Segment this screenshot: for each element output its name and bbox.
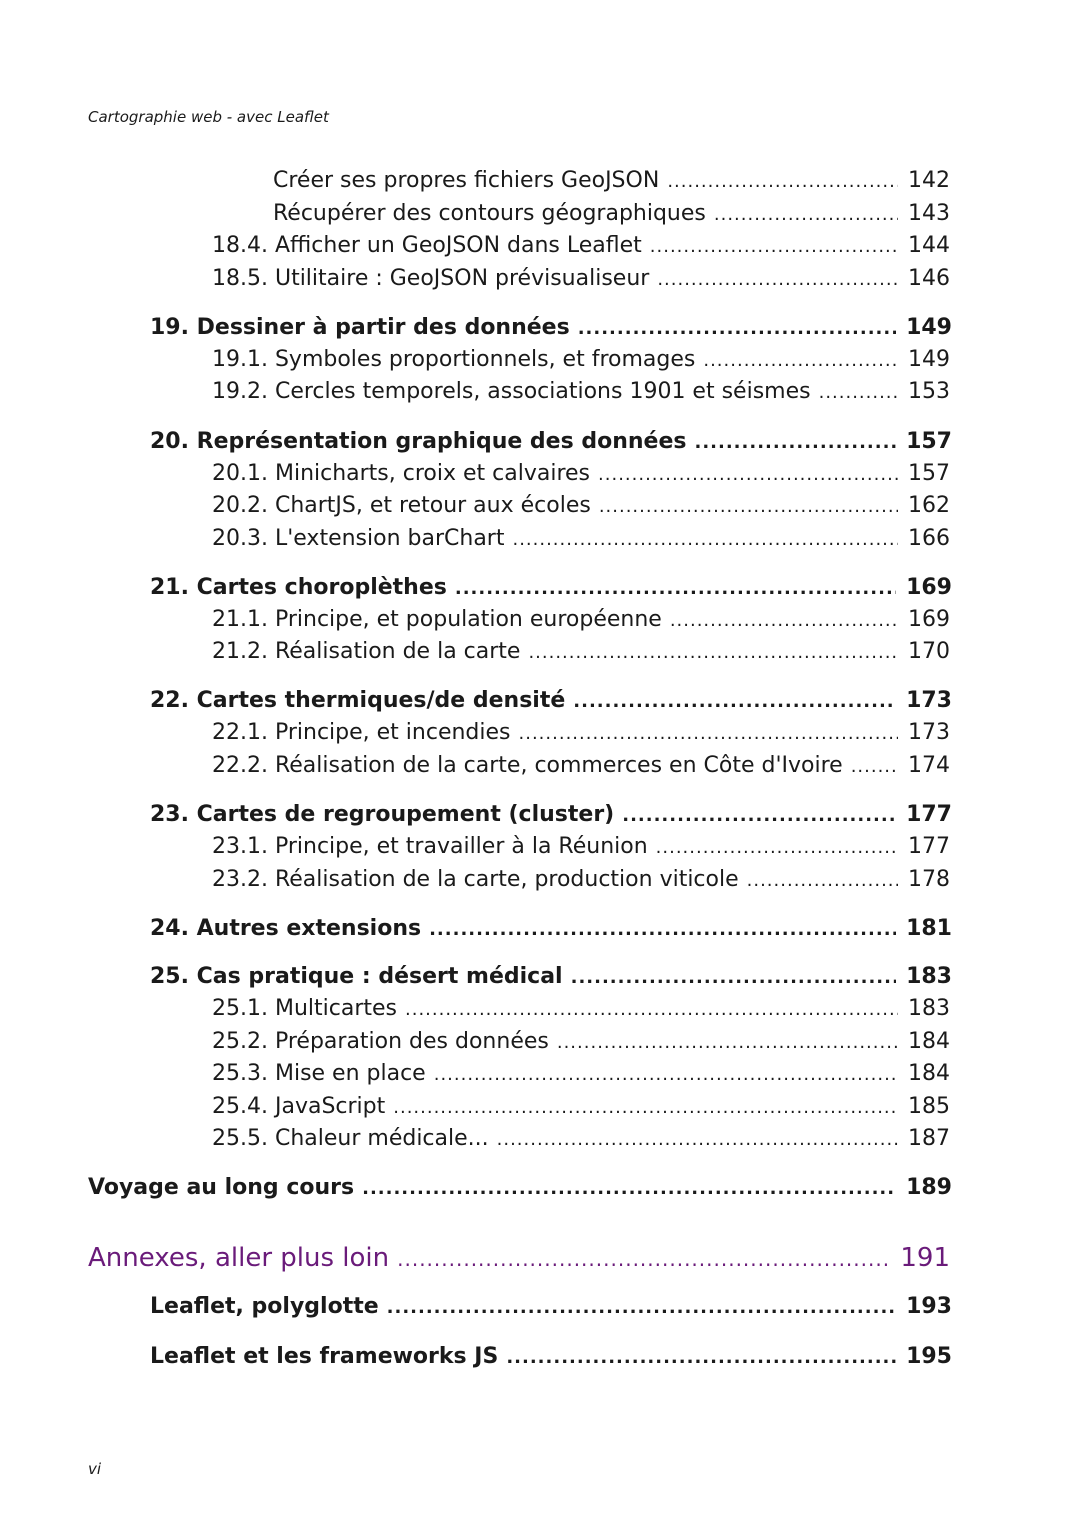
toc-entry-title: 19. Dessiner à partir des données <box>150 315 570 340</box>
toc-entry-page: 144 <box>908 233 950 258</box>
toc-entry-title: 25. Cas pratique : désert médical <box>150 964 563 989</box>
toc-part[interactable] <box>88 1173 952 1204</box>
dot-leader <box>667 167 898 197</box>
toc-entry-title: 21.1. Principe, et population européenne <box>212 607 662 632</box>
dot-leader <box>455 574 896 604</box>
toc-entry-title: 18.5. Utilitaire : GeoJSON prévisualiseur <box>212 266 650 291</box>
toc-entry-title: Leaflet et les frameworks JS <box>150 1344 499 1369</box>
toc-entry-page: 143 <box>908 201 950 226</box>
dot-leader <box>393 1093 898 1123</box>
dot-leader <box>434 1060 898 1090</box>
toc-entry-title: 20.3. L'extension barChart <box>212 526 505 551</box>
toc-entry-title: 22. Cartes thermiques/de densité <box>150 688 566 713</box>
dot-leader <box>851 752 898 782</box>
running-header: Cartographie web - avec Leaflet <box>88 108 329 126</box>
dot-leader <box>819 378 898 408</box>
toc-chapter[interactable] <box>150 914 952 945</box>
toc-entry-title: Créer ses propres fichiers GeoJSON <box>273 168 660 193</box>
toc-entry-page: 193 <box>906 1294 952 1319</box>
dot-leader <box>571 963 896 993</box>
dot-leader <box>599 492 898 522</box>
toc-chapter[interactable] <box>150 573 952 604</box>
toc-entry-page: 184 <box>908 1061 950 1086</box>
toc-entry-page: 169 <box>908 607 950 632</box>
toc-entry-title: 24. Autres extensions <box>150 916 422 941</box>
toc-entry-title: 25.2. Préparation des données <box>212 1029 549 1054</box>
toc-chapter[interactable] <box>150 962 952 993</box>
dot-leader <box>397 1242 890 1276</box>
toc-entry-page: 187 <box>908 1126 950 1151</box>
toc-chapter[interactable] <box>150 427 952 458</box>
toc-entry-page: 166 <box>908 526 950 551</box>
toc-entry[interactable] <box>212 345 950 376</box>
dot-leader <box>656 833 898 863</box>
dot-leader <box>429 915 896 945</box>
dot-leader <box>512 525 898 555</box>
toc-entry-title: Annexes, aller plus loin <box>88 1243 390 1273</box>
toc-entry[interactable] <box>212 751 950 782</box>
toc-entry[interactable] <box>212 865 950 896</box>
dot-leader <box>598 460 898 490</box>
toc-entry-page: 177 <box>908 834 950 859</box>
toc-entry-title: 20. Représentation graphique des données <box>150 429 687 454</box>
toc-entry-title: 18.4. Afficher un GeoJSON dans Leaflet <box>212 233 642 258</box>
dot-leader <box>519 719 898 749</box>
toc-entry-page: 185 <box>908 1094 950 1119</box>
toc-entry-title: 19.1. Symboles proportionnels, et fromages <box>212 347 696 372</box>
toc-entry-title: 22.1. Principe, et incendies <box>212 720 511 745</box>
toc-entry[interactable] <box>212 1092 950 1123</box>
toc-entry[interactable] <box>212 718 950 749</box>
page-number: vi <box>88 1460 102 1478</box>
toc-entry[interactable] <box>212 524 950 555</box>
toc-entry[interactable] <box>212 994 950 1025</box>
dot-leader <box>497 1125 898 1155</box>
toc-entry-page: 157 <box>908 461 950 486</box>
toc-entry-page: 195 <box>906 1344 952 1369</box>
toc-entry[interactable] <box>212 605 950 636</box>
toc-entry-title: Récupérer des contours géographiques <box>273 201 706 226</box>
toc-entry-page: 162 <box>908 493 950 518</box>
toc-entry-page: 153 <box>908 379 950 404</box>
dot-leader <box>573 687 896 717</box>
toc-entry-page: 174 <box>908 753 950 778</box>
toc-entry-page: 149 <box>906 315 952 340</box>
toc-entry-title: 23.2. Réalisation de la carte, production viticole <box>212 867 739 892</box>
toc-chapter[interactable] <box>150 1342 952 1373</box>
toc-entry-title: 20.1. Minicharts, croix et calvaires <box>212 461 591 486</box>
toc-entry-title: 25.1. Multicartes <box>212 996 397 1021</box>
toc-entry[interactable] <box>212 832 950 863</box>
toc-entry-page: 146 <box>908 266 950 291</box>
toc-entry-title: 25.3. Mise en place <box>212 1061 426 1086</box>
toc-entry-title: 25.4. JavaScript <box>212 1094 386 1119</box>
toc-entry-title: 23. Cartes de regroupement (cluster) <box>150 802 615 827</box>
toc-entry-title: 20.2. ChartJS, et retour aux écoles <box>212 493 591 518</box>
toc-entry[interactable] <box>273 199 950 230</box>
dot-leader <box>703 346 898 376</box>
toc-chapter[interactable] <box>150 1292 952 1323</box>
toc-entry[interactable] <box>212 1059 950 1090</box>
toc-entry-page: 184 <box>908 1029 950 1054</box>
toc-entry[interactable] <box>212 459 950 490</box>
dot-leader <box>670 606 898 636</box>
dot-leader <box>362 1174 896 1204</box>
toc-entry-title: 21. Cartes choroplèthes <box>150 575 447 600</box>
toc-entry-page: 181 <box>906 916 952 941</box>
dot-leader <box>405 995 898 1025</box>
dot-leader <box>650 232 898 262</box>
toc-part-annexes[interactable] <box>88 1241 950 1276</box>
toc-entry-page: 178 <box>908 867 950 892</box>
toc-entry-title: 22.2. Réalisation de la carte, commerces en Côte d'Ivoire <box>212 753 843 778</box>
toc-entry[interactable] <box>212 637 950 668</box>
toc-entry-title: Voyage au long cours <box>88 1175 355 1200</box>
toc-entry[interactable] <box>212 1027 950 1058</box>
dot-leader <box>747 866 898 896</box>
toc-entry-page: 183 <box>906 964 952 989</box>
toc-entry-title: 19.2. Cercles temporels, associations 1901 et séismes <box>212 379 811 404</box>
toc-entry-page: 173 <box>906 688 952 713</box>
toc-chapter[interactable] <box>150 686 952 717</box>
toc-entry[interactable] <box>212 491 950 522</box>
dot-leader <box>622 801 896 831</box>
toc-entry-page: 169 <box>906 575 952 600</box>
toc-entry-page: 183 <box>908 996 950 1021</box>
toc-entry-title: 23.1. Principe, et travailler à la Réunion <box>212 834 648 859</box>
dot-leader <box>657 265 898 295</box>
toc-entry[interactable] <box>273 166 950 197</box>
toc-entry-page: 173 <box>908 720 950 745</box>
toc-entry[interactable] <box>212 377 950 408</box>
toc-entry-title: Leaflet, polyglotte <box>150 1294 379 1319</box>
toc-entry-page: 142 <box>908 168 950 193</box>
toc-entry-title: 21.2. Réalisation de la carte <box>212 639 521 664</box>
dot-leader <box>694 428 896 458</box>
toc-entry-page: 189 <box>906 1175 952 1200</box>
dot-leader <box>387 1293 896 1323</box>
toc-entry-page: 177 <box>906 802 952 827</box>
toc-chapter[interactable] <box>150 800 952 831</box>
dot-leader <box>506 1343 896 1373</box>
toc-entry[interactable] <box>212 231 950 262</box>
dot-leader <box>578 314 896 344</box>
dot-leader <box>557 1028 898 1058</box>
toc-entry-page: 149 <box>908 347 950 372</box>
dot-leader <box>528 638 898 668</box>
dot-leader <box>714 200 898 230</box>
toc-entry-title: 25.5. Chaleur médicale... <box>212 1126 489 1151</box>
toc-entry[interactable] <box>212 1124 950 1155</box>
toc-entry-page: 191 <box>900 1243 950 1273</box>
toc-entry-page: 157 <box>906 429 952 454</box>
toc-entry-page: 170 <box>908 639 950 664</box>
toc-chapter[interactable] <box>150 313 952 344</box>
toc-entry[interactable] <box>212 264 950 295</box>
